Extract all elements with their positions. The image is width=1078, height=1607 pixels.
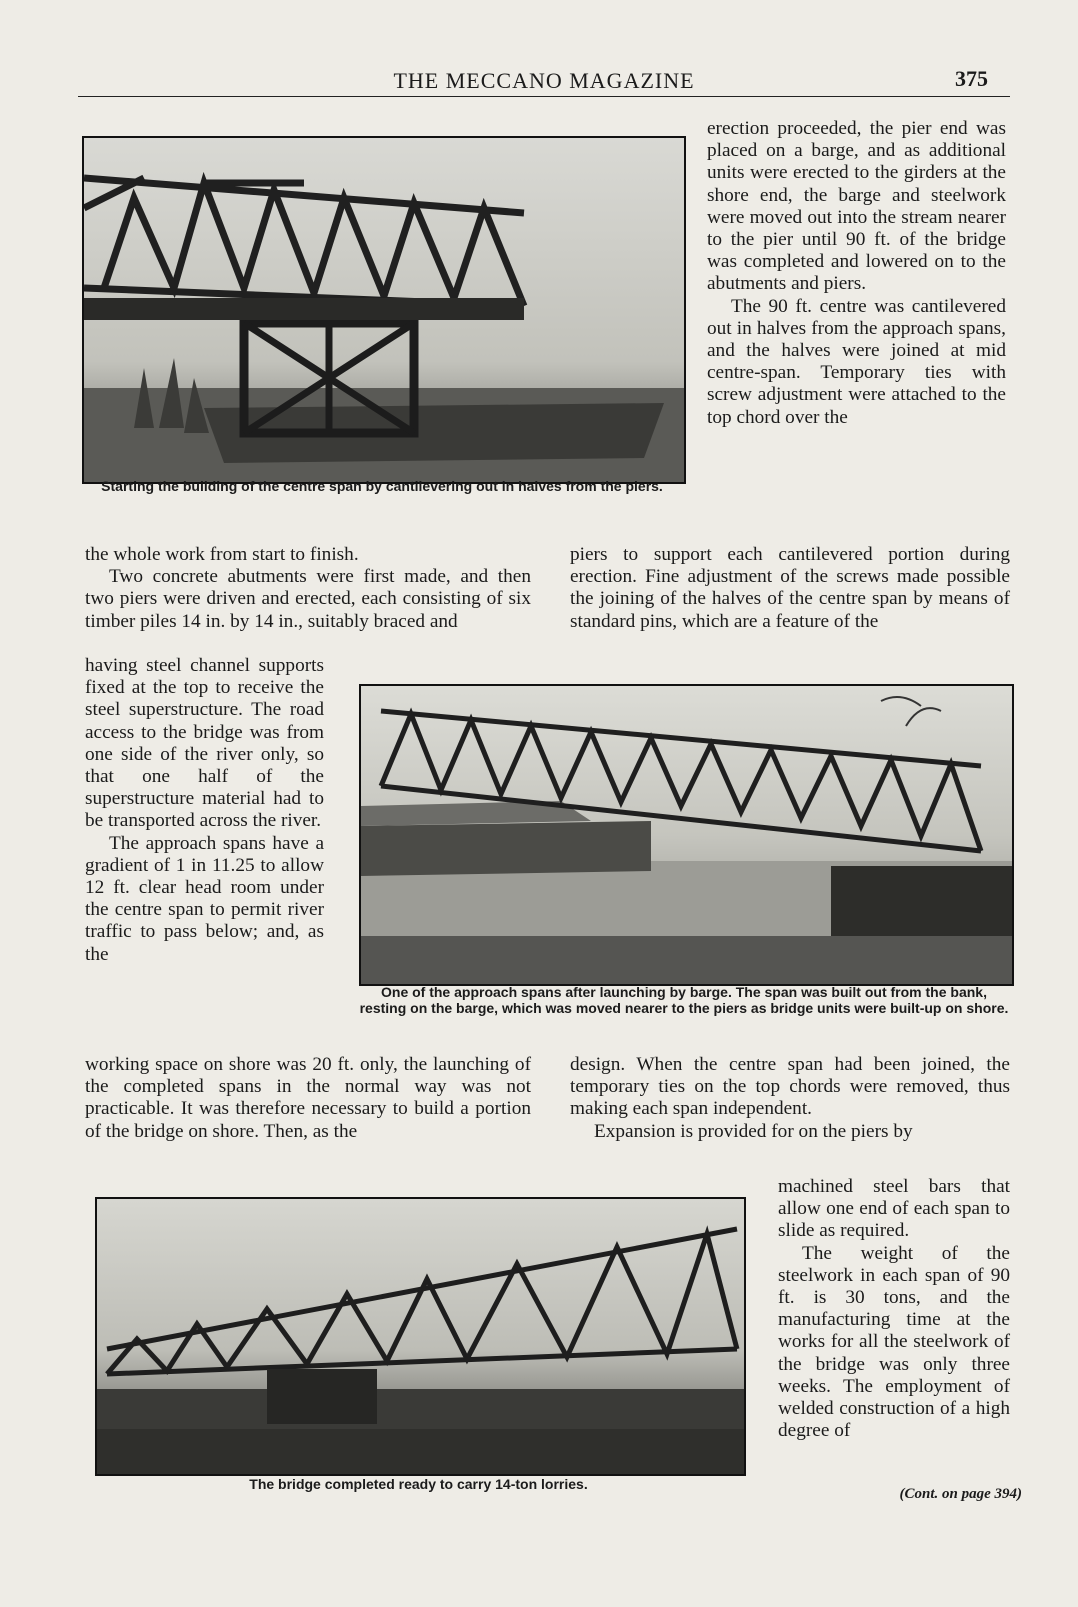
paragraph: machined steel bars that allow one end of each span to slide as required.	[778, 1176, 1010, 1242]
photo-completed-bridge	[95, 1197, 746, 1476]
photo-centre-span-cantilever	[82, 136, 686, 484]
continued-note: (Cont. on page 394)	[899, 1486, 1022, 1502]
page-number: 375	[955, 66, 988, 91]
text-right-narrow	[778, 1176, 1010, 1442]
paragraph: having steel channel supports fixed at the top to receive the steel superstructure. The road access to the bridge was from one side of the river only, so that one half of the superstructure material had to be transported across the river.	[85, 655, 324, 832]
paragraph: The weight of the steelwork in each span of 90 ft. is 30 tons, and the manufacturing time at the works for all the steelwork of the bridge was only three weeks. The employment of welded construction of a high degree of	[778, 1242, 1010, 1442]
paragraph: Two concrete abutments were first made, and then two piers were driven and erected, each consisting of six timber piles 14 in. by 14 in., suitably braced and	[85, 566, 531, 632]
text-right-top	[707, 118, 1006, 429]
text-left-mid	[85, 544, 531, 633]
paragraph: The 90 ft. centre was cantilevered out in halves from the approach spans, and the halves were joined at mid centre-span. Temporary ties with screw adjustment were attached to the top chord over the	[707, 295, 1006, 428]
text-left-bottom: working space on shore was 20 ft. only, the launching of the completed spans in the normal way was not practicable. It was therefore necessary to build a portion of the bridge on shore. Then, as the	[85, 1054, 531, 1142]
text-right-mid: piers to support each cantilevered portion during erection. Fine adjustment of the screws made possible the joining of the halves of the centre span by means of standard pins, which are a feature of the	[570, 544, 1010, 632]
page-header	[78, 66, 1010, 97]
text-left-narrow	[85, 655, 324, 966]
caption-figure-2: One of the approach spans after launching by barge. The span was built out from the bank, resting on the barge, which was moved nearer to the piers as bridge units were built-up on shore.	[359, 984, 1009, 1016]
caption-figure-1: Starting the building of the centre span by cantilevering out in halves from the piers.	[101, 478, 663, 494]
paragraph: Expansion is provided for on the piers by	[594, 1120, 913, 1142]
paragraph: design. When the centre span had been joined, the temporary ties on the top chords were removed, thus making each span independent.	[570, 1054, 1010, 1120]
photo-approach-span-launch	[359, 684, 1014, 986]
paragraph: erection proceeded, the pier end was placed on a barge, and as additional units were erected to the girders at the shore end, the barge and steelwork were moved out into the stream nearer to the pier until 90 ft. of the bridge was completed and lowered on to the abutments and piers.	[707, 118, 1006, 295]
paragraph: The approach spans have a gradient of 1 in 11.25 to allow 12 ft. clear head room under the centre span to permit river traffic to pass below; and, as the	[85, 832, 324, 965]
caption-figure-3: The bridge completed ready to carry 14-ton lorries.	[249, 1476, 588, 1492]
paragraph: the whole work from start to finish.	[85, 544, 359, 565]
text-right-bottom	[570, 1054, 1010, 1143]
magazine-title: THE MECCANO MAGAZINE	[393, 68, 695, 93]
